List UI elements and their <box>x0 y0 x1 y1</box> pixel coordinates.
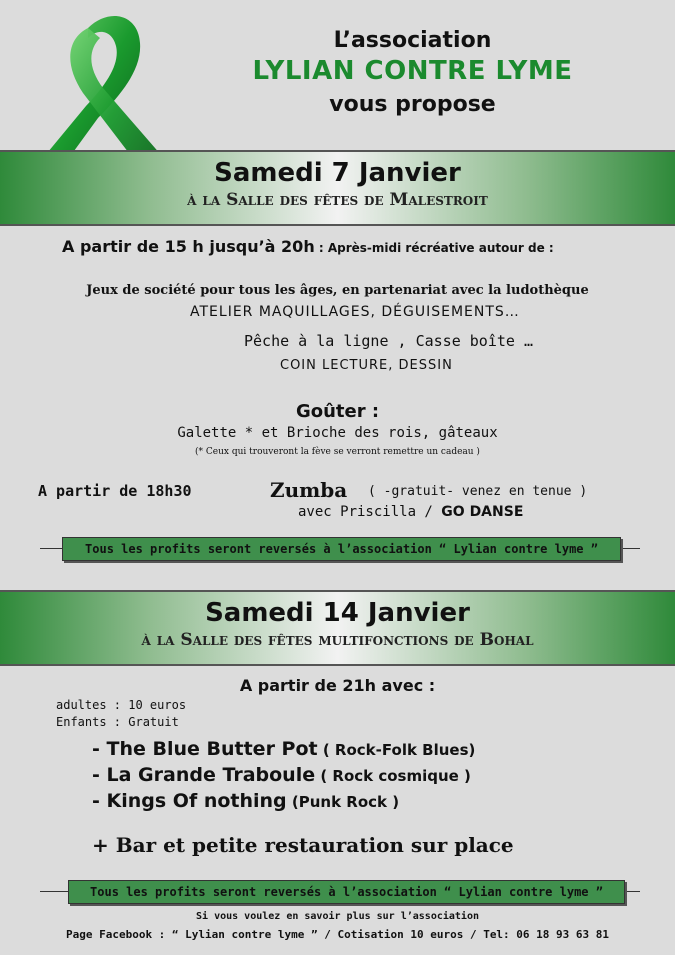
event1-banner <box>0 150 675 226</box>
band-name: - Kings Of nothing <box>92 790 287 812</box>
event2-price-adultes: adultes : 10 euros <box>56 698 187 712</box>
event2-venue: à la Salle des fêtes multifonctions de Bohal <box>141 630 534 650</box>
event2-price-enfants: Enfants : Gratuit <box>56 715 179 729</box>
event1-intro <box>62 237 554 256</box>
footer-contact: Page Facebook : “ Lylian contre lyme ” / Cotisation 10 euros / Tel: 06 18 93 63 81 <box>65 928 610 941</box>
band-style: ( Rock-Folk Blues) <box>317 741 476 759</box>
event2-bar: + Bar et petite restauration sur place <box>92 833 514 857</box>
event1-zumba-title: Zumba <box>270 478 348 502</box>
event1-gouter-title: Goûter : <box>295 401 380 422</box>
event2-banner <box>0 590 675 666</box>
event1-zumba-time: A partir de 18h30 <box>38 482 192 500</box>
band-item <box>92 764 471 786</box>
event1-peche: Pêche à la ligne , Casse boîte … <box>244 332 533 350</box>
header-line-1: L’association <box>333 28 492 53</box>
event2-profits: Tous les profits seront reversés à l’association “ Lylian contre lyme ” <box>68 880 625 904</box>
event1-coin: COIN LECTURE, DESSIN <box>280 358 453 373</box>
band-name: - La Grande Traboule <box>92 764 316 786</box>
event1-gouter-items: Galette * et Brioche des rois, gâteaux <box>177 425 498 441</box>
event1-intro-desc: : Après-midi récréative autour de : <box>314 241 554 255</box>
event1-gouter-note: (* Ceux qui trouveront la fève se verront remettre un cadeau ) <box>195 447 480 457</box>
event1-profits: Tous les profits seront reversés à l’association “ Lylian contre lyme ” <box>62 537 621 561</box>
event1-zumba-club: GO DANSE <box>441 504 524 520</box>
event1-zumba-instructor: avec Priscilla / <box>298 504 442 520</box>
header-line-3: vous propose <box>329 92 496 117</box>
band-item <box>92 790 399 812</box>
event1-zumba-note: ( -gratuit- venez en tenue ) <box>368 484 588 499</box>
event1-jeux: Jeux de société pour tous les âges, en partenariat avec la ludothèque <box>86 283 589 298</box>
event1-atelier: ATELIER MAQUILLAGES, DÉGUISEMENTS… <box>190 304 520 320</box>
event2-date: Samedi 14 Janvier <box>205 598 470 628</box>
footer-line-1: Si vous voulez en savoir plus sur l’association <box>196 911 479 922</box>
band-name: - The Blue Butter Pot <box>92 738 318 760</box>
band-item <box>92 738 475 760</box>
event2-intro: A partir de 21h avec : <box>239 676 436 695</box>
event1-zumba-avec <box>298 504 523 520</box>
event1-venue: à la Salle des fêtes de Malestroit <box>187 190 488 210</box>
band-style: ( Rock cosmique ) <box>315 767 471 785</box>
band-style: (Punk Rock ) <box>286 793 400 811</box>
event1-date: Samedi 7 Janvier <box>214 158 461 188</box>
event1-intro-time: A partir de 15 h jusqu’à 20h <box>62 237 315 256</box>
association-name: LYLIAN CONTRE LYME <box>252 56 573 86</box>
